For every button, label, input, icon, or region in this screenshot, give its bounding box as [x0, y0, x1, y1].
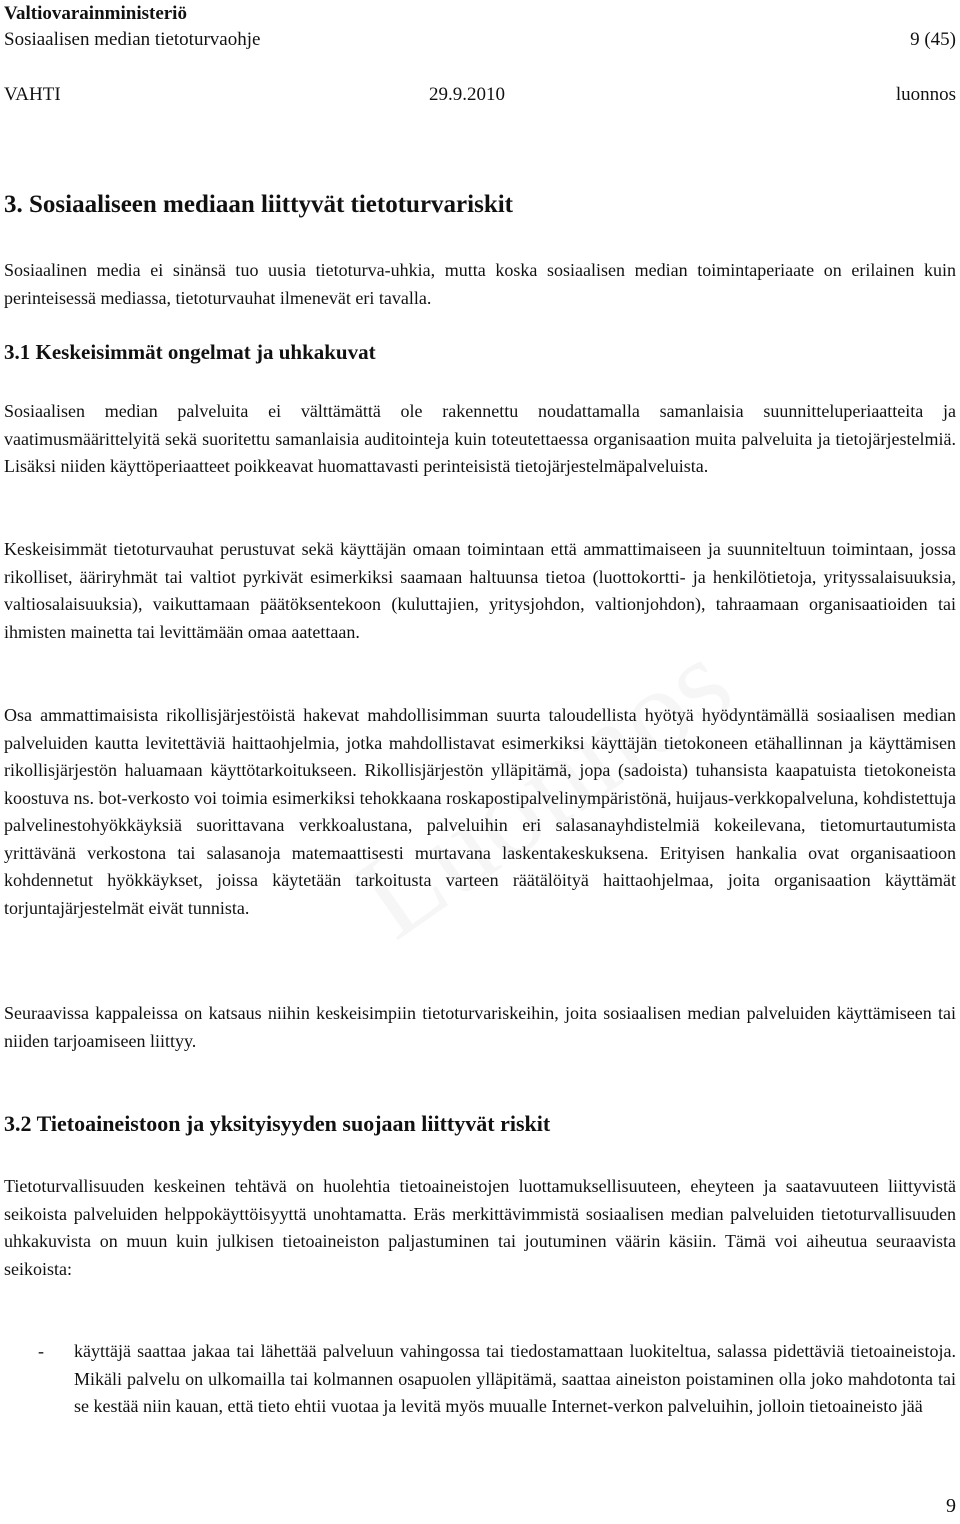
header-page-info: 9 (45)	[910, 29, 956, 50]
page-number: 9	[946, 1495, 956, 1517]
section-3-1-paragraph-4: Seuraavissa kappaleissa on katsaus niihin keskeisimpiin tietoturvariskeihin, joita sosiaalisen median palveluiden käyttämiseen tai niiden tarjoamiseen liittyy.	[4, 1003, 956, 1051]
document-page	[4, 0, 956, 1524]
list-item-text: käyttäjä saattaa jakaa tai lähettää palveluun vahingossa tai tiedostamattaan luokiteltua, salassa pidettäviä tietoaineistoja. Mikäli palvelu on ulkomailla tai kolmannen osapuolen ylläpitämä, saattaa aineiston poistaminen olla joko mahdotonta tai se kestää niin kauan, että tieto ehtii vuotaa ja levitä myös muualle Internet-verkon palveluihin, jolloin tietoaineisto jää	[74, 1341, 956, 1416]
header-row-title	[4, 28, 956, 52]
section-3-intro: Sosiaalinen media ei sinänsä tuo uusia tietoturva-uhkia, mutta koska sosiaalisen median toimintaperiaate on erilainen kuin perinteisessä mediassa, tietoturvauhat ilmenevät eri tavalla.	[4, 260, 956, 308]
section-3-1-paragraph-1: Sosiaalisen median palveluita ei välttämättä ole rakennettu noudattamalla samanlaisia suunnitteluperiaatteita ja vaatimusmäärittelyitä sekä suoritettu samanlaisia auditointeja kuin toteutettaessa organisaation muita palveluita ja tietojärjestelmiä. Lisäksi niiden käyttöperiaatteet poikkeavat huomattavasti perinteisistä tietojärjestelmäpalveluista.	[4, 401, 956, 476]
section-3-1-heading: 3.1 Keskeisimmät ongelmat ja uhkakuvat	[4, 340, 376, 364]
header-organization: Valtiovarainministeriö	[4, 3, 187, 24]
section-3-2-paragraph-1: Tietoturvallisuuden keskeinen tehtävä on huolehtia tietoaineistojen luottamuksellisuuteen, eheyteen ja saatavuuteen liittyvistä seikoista palveluiden helppokäyttöisyyttä unohtamatta. Eräs merkittävimmistä sosiaalisen median palveluiden tietoturvallisuuden uhkakuvista on muun kuin julkisen tietoaineiston paljastuminen tai joutuminen väärin käsiin. Tämä voi aiheutua seuraavista seikoista:	[4, 1176, 956, 1279]
header-date: 29.9.2010	[429, 84, 505, 105]
section-3-1-paragraph-3: Osa ammattimaisista rikollisjärjestöistä hakevat mahdollisimman suurta taloudellista hyötyä hyödyntämällä sosiaalisen median palveluiden kautta levitettäviä haittaohjelmia, jotka mahdollistavat esimerkiksi käyttäjän tietokoneen etähallinnan ja käyttämisen rikollisjärjestön haluamaan käyttötarkoitukseen. Rikollisjärjestön ylläpitämä, jopa (sadoista) tuhansista kaapatuista tietokoneista koostuva ns. bot-verkosto voi toimia esimerkiksi tehokkaana roskapostipalvelinympäristönä, huijaus-verkkopalveluna, kohdistettuja palvelinestohyökkäyksiä suorittavana verkkoalustana, palveluihin eri salasanayhdistelmiä kokeilevana, tietomurtautumista yrittävänä verkostona tai salasanoja matemaattisesti murtavana laskentakeskuksena. Erityisen hankalia ovat organisaatioon kohdennetut hyökkäykset, joissa käytetään tarkoitusta varteen räätälöityä haittaohjelmaa, joita organisaation käyttämät torjuntajärjestelmät eivät tunnista.	[4, 705, 956, 918]
section-3-1-paragraph-2: Keskeisimmät tietoturvauhat perustuvat sekä käyttäjän omaan toimintaan että ammattimaiseen ja suunniteltuun toimintaan, jossa rikolliset, ääriryhmät tai valtiot pyrkivät esimerkiksi saamaan haltuunsa tietoa (luottokortti- ja henkilötietoja, yrityssalaisuuksia, valtiosalaisuuksia), vaikuttamaan päätöksentekoon (kuluttajien, yritysjohdon, valtionjohdon), tahraamaan organisaatioiden tai ihmisten mainetta tai levittämään omaa aatettaan.	[4, 539, 956, 642]
header-series: VAHTI	[4, 84, 61, 105]
header-row-meta	[4, 83, 956, 107]
header-status: luonnos	[895, 84, 956, 105]
header-document-title: Sosiaalisen median tietoturvaohje	[4, 29, 261, 50]
section-3-heading: 3. Sosiaaliseen mediaan liittyvät tietoturvariskit	[4, 191, 513, 218]
section-3-2-heading: 3.2 Tietoaineistoon ja yksityisyyden suojaan liittyvät riskit	[4, 1111, 551, 1136]
list-bullet-marker: -	[38, 1341, 44, 1361]
